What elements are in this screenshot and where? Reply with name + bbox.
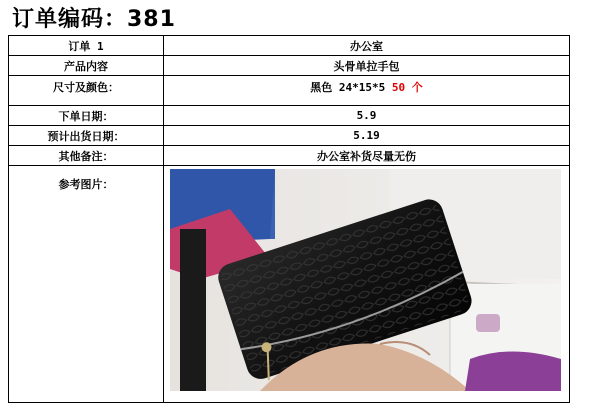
row-label: 其他备注： — [9, 146, 164, 166]
row-value — [164, 76, 570, 106]
table-row — [9, 36, 570, 56]
order-table — [8, 35, 570, 403]
row-label: 产品内容 — [9, 56, 164, 76]
table-row — [9, 126, 570, 146]
table-row — [9, 56, 570, 76]
row-value: 办公室 — [164, 36, 570, 56]
row-value: 头骨单拉手包 — [164, 56, 570, 76]
row-value: 5.9 — [164, 106, 570, 126]
row-label: 尺寸及颜色： — [9, 76, 164, 106]
photo-cell — [164, 166, 570, 403]
table-row — [9, 76, 570, 106]
row-label: 订单 1 — [9, 36, 164, 56]
reference-photo — [170, 169, 561, 391]
page-title: 订单编码：381 — [12, 7, 176, 32]
table-row — [9, 106, 570, 126]
row-value: 办公室补货尽量无伤 — [164, 146, 570, 166]
row-label: 预计出货日期： — [9, 126, 164, 146]
table-row — [9, 146, 570, 166]
quantity-text: 50 个 — [391, 81, 423, 94]
row-label: 参考图片： — [9, 166, 164, 403]
row-value: 5.19 — [164, 126, 570, 146]
size-color-text: 黑色 24*15*5 — [310, 81, 386, 94]
table-row — [9, 166, 570, 403]
row-label: 下单日期： — [9, 106, 164, 126]
